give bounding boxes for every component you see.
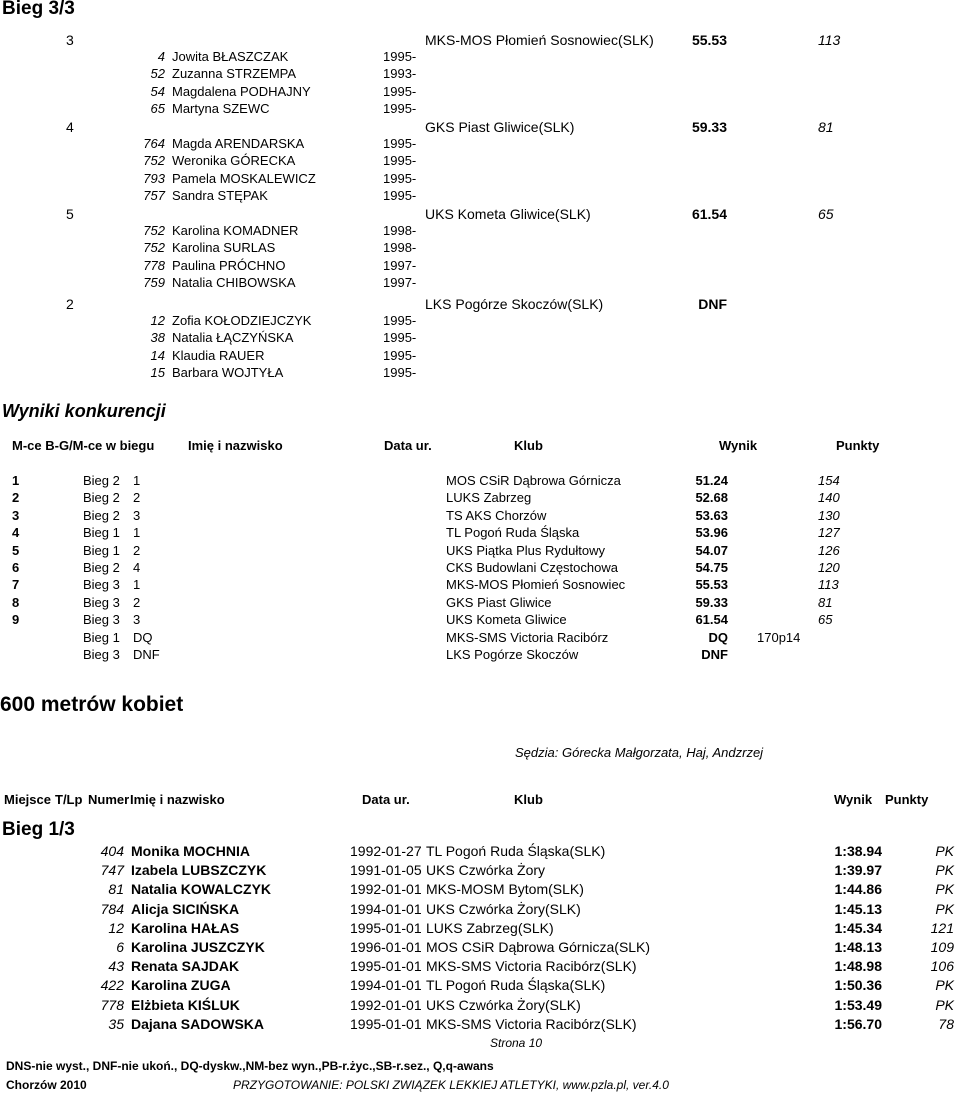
member-number: 38: [150, 330, 165, 346]
athlete-club: TL Pogoń Ruda Śląska(SLK): [426, 843, 606, 859]
athlete-club: MKS-MOSM Bytom(SLK): [426, 881, 584, 898]
member-number: 759: [143, 275, 165, 291]
athlete-dob: 1994-01-01: [350, 900, 422, 917]
team-row: [0, 118, 960, 136]
athlete-club: MKS-SMS Victoria Racibórz(SLK): [426, 958, 637, 975]
member-row: [0, 48, 960, 66]
member-name: Magdalena PODHAJNY: [172, 83, 311, 99]
athlete-club: LUKS Zabrzeg(SLK): [426, 919, 554, 936]
athlete-number: 784: [100, 900, 124, 917]
member-name: Natalia ŁĄCZYŃSKA: [172, 330, 294, 346]
member-number: 757: [143, 188, 165, 204]
row-heat-position: DQ: [133, 629, 153, 645]
competition-row: [0, 594, 960, 612]
row-club: MKS-MOS Płomień Sosnowiec: [446, 577, 626, 593]
member-number: 15: [150, 365, 165, 381]
row-club: TS AKS Chorzów: [446, 507, 547, 523]
row-club: LKS Pogórze Skoczów: [446, 647, 579, 662]
row-points: 130: [818, 507, 840, 523]
result-row: [0, 842, 960, 860]
result-row: [0, 1015, 960, 1033]
row-heat-position: 2: [133, 542, 141, 558]
member-name: Martyna SZEWC: [172, 101, 270, 117]
athlete-club: MOS CSiR Dąbrowa Górnicza(SLK): [426, 939, 651, 955]
header-dob: Data ur.: [362, 792, 410, 807]
member-row: [0, 187, 960, 205]
row-points: 126: [818, 542, 840, 558]
athlete-number: 404: [100, 843, 124, 859]
competition-row: [0, 559, 960, 577]
member-row: [0, 222, 960, 240]
member-row: [0, 83, 960, 101]
competition-title: Wyniki konkurencji: [2, 401, 166, 421]
member-row: [0, 65, 960, 83]
row-club: LUKS Zabrzeg: [446, 490, 532, 506]
athlete-club: TL Pogoń Ruda Śląska(SLK): [426, 977, 606, 994]
row-points: 65: [818, 612, 833, 628]
member-row: [0, 170, 960, 188]
row-heat: Bieg 2: [83, 560, 120, 575]
athlete-dob: 1992-01-01: [350, 881, 422, 898]
row-heat: Bieg 2: [83, 473, 120, 488]
header-place: Miejsce: [4, 792, 51, 807]
member-year: 1995-: [383, 153, 417, 169]
result-row: [0, 957, 960, 975]
athlete-result: 1:45.34: [834, 919, 882, 936]
member-year: 1997-: [383, 257, 417, 273]
athlete-result: 1:56.70: [834, 1015, 882, 1032]
row-heat: Bieg 3: [83, 594, 120, 610]
row-place: 9: [12, 612, 20, 628]
member-year: 1995-: [383, 188, 417, 204]
athlete-name: Elżbieta KIŚLUK: [131, 996, 240, 1013]
member-number: 4: [157, 49, 165, 64]
row-points: 113: [818, 577, 839, 593]
athlete-result: 1:45.13: [834, 900, 882, 917]
row-place: 5: [12, 542, 20, 558]
member-year: 1995-: [383, 101, 417, 117]
header-num: Numer: [88, 792, 130, 807]
header-tlp: T/Lp: [55, 792, 83, 807]
athlete-club: UKS Czwórka Żory: [426, 862, 546, 879]
row-club: MKS-SMS Victoria Racibórz: [446, 629, 609, 645]
page-number: Strona 10: [490, 1036, 543, 1050]
row-club: UKS Kometa Gliwice: [446, 612, 567, 628]
athlete-number: 43: [108, 958, 124, 975]
row-heat: Bieg 2: [83, 490, 120, 506]
member-name: Barbara WOJTYŁA: [172, 365, 284, 381]
athlete-points: PK: [935, 881, 954, 898]
row-result: 54.75: [695, 560, 728, 575]
competition-row: [0, 524, 960, 542]
competition-header: [0, 437, 960, 455]
member-number: 752: [143, 240, 165, 256]
header-result: Wynik: [719, 438, 758, 453]
row-heat: Bieg 3: [83, 612, 120, 628]
athlete-dob: 1995-01-01: [350, 1015, 422, 1032]
athlete-dob: 1992-01-01: [350, 996, 422, 1013]
athlete-name: Monika MOCHNIA: [131, 843, 250, 859]
athlete-points: 78: [938, 1015, 954, 1032]
row-heat-position: 1: [133, 525, 141, 541]
team-place: 3: [66, 32, 74, 48]
header-points: Punkty: [836, 438, 880, 453]
team-result: DNF: [698, 296, 727, 312]
competition-row: [0, 611, 960, 629]
team-points: 113: [818, 32, 841, 48]
result-row: [0, 861, 960, 879]
member-year: 1998-: [383, 240, 417, 256]
team-club: GKS Piast Gliwice(SLK): [425, 119, 575, 135]
athlete-club: UKS Czwórka Żory(SLK): [426, 996, 581, 1013]
team-club: UKS Kometa Gliwice(SLK): [425, 206, 591, 222]
member-number: 54: [150, 83, 165, 99]
result-row: [0, 976, 960, 994]
event-header: [0, 791, 960, 809]
athlete-number: 12: [108, 919, 124, 936]
row-points: 140: [818, 490, 840, 506]
row-club: GKS Piast Gliwice: [446, 594, 552, 610]
member-year: 1995-: [383, 83, 417, 99]
athlete-points: 121: [930, 919, 954, 936]
result-row: [0, 900, 960, 918]
header-points: Punkty: [885, 792, 929, 807]
row-points: 120: [818, 560, 840, 575]
member-number: 52: [150, 66, 165, 82]
athlete-name: Karolina HAŁAS: [131, 919, 240, 936]
team-row: [0, 205, 960, 223]
row-result: 61.54: [695, 612, 728, 628]
athlete-name: Karolina JUSZCZYK: [131, 939, 265, 955]
row-result: 53.63: [695, 507, 728, 523]
athlete-result: 1:48.13: [834, 939, 882, 955]
athlete-number: 422: [100, 977, 124, 994]
team-club: LKS Pogórze Skoczów(SLK): [425, 296, 604, 312]
member-year: 1995-: [383, 347, 417, 363]
team-place: 2: [66, 296, 74, 312]
row-place: 2: [12, 490, 20, 506]
judges: Sędzia: Górecka Małgorzata, Haj, Andzrzej: [515, 745, 764, 760]
member-row: [0, 364, 960, 382]
row-points: 154: [818, 473, 840, 488]
row-place: 7: [12, 577, 20, 593]
competition-row: [0, 489, 960, 507]
athlete-number: 747: [100, 862, 124, 879]
row-club: UKS Piątka Plus Rydułtowy: [446, 542, 605, 558]
member-number: 14: [150, 347, 165, 363]
member-name: Pamela MOSKALEWICZ: [172, 170, 316, 186]
athlete-number: 35: [108, 1015, 124, 1032]
row-heat-position: 3: [133, 507, 141, 523]
athlete-points: 109: [930, 939, 954, 955]
footer-legend: DNS-nie wyst., DNF-nie ukoń., DQ-dyskw.,NM-bez wyn.,PB-r.życ.,SB-r.sez., Q,q-awans: [6, 1059, 494, 1073]
row-place: 6: [12, 560, 20, 575]
row-heat-position: 4: [133, 560, 141, 575]
team-points: 81: [818, 119, 834, 135]
row-note: 170p14: [757, 629, 801, 645]
athlete-dob: 1996-01-01: [350, 939, 422, 955]
row-heat: Bieg 3: [83, 647, 120, 662]
team-points: 65: [818, 206, 834, 222]
athlete-name: Renata SAJDAK: [131, 958, 240, 975]
team-row: [0, 295, 960, 313]
row-points: 127: [818, 525, 840, 541]
row-result: DNF: [701, 647, 728, 662]
team-result: 55.53: [691, 32, 727, 48]
competition-row: [0, 629, 960, 647]
header-name: Imię i nazwisko: [188, 438, 283, 453]
team-result: 59.33: [691, 119, 727, 135]
athlete-result: 1:39.97: [834, 862, 882, 879]
member-row: [0, 329, 960, 347]
team-place: 4: [66, 119, 74, 135]
member-number: 778: [143, 257, 165, 273]
athlete-number: 81: [108, 881, 124, 898]
row-result: 54.07: [695, 542, 728, 558]
member-number: 752: [143, 223, 165, 238]
member-name: Karolina KOMADNER: [172, 223, 299, 238]
member-name: Zofia KOŁODZIEJCZYK: [172, 313, 312, 328]
team-place: 5: [66, 206, 74, 222]
member-year: 1995-: [383, 313, 417, 328]
row-club: TL Pogoń Ruda Śląska: [446, 525, 580, 541]
member-year: 1993-: [383, 66, 417, 82]
athlete-club: UKS Czwórka Żory(SLK): [426, 900, 581, 917]
athlete-dob: 1995-01-01: [350, 919, 422, 936]
athlete-club: MKS-SMS Victoria Racibórz(SLK): [426, 1015, 637, 1032]
team-result: 61.54: [691, 206, 727, 222]
member-row: [0, 152, 960, 170]
row-place: 3: [12, 507, 20, 523]
member-row: [0, 274, 960, 292]
member-name: Natalia CHIBOWSKA: [172, 275, 296, 291]
row-heat-position: DNF: [133, 647, 160, 662]
athlete-dob: 1991-01-05: [350, 862, 422, 879]
competition-row: [0, 472, 960, 490]
event-heat-title: Bieg 1/3: [2, 819, 75, 840]
row-place: 8: [12, 594, 20, 610]
row-result: 53.96: [695, 525, 728, 541]
result-row: [0, 880, 960, 898]
athlete-name: Natalia KOWALCZYK: [131, 881, 272, 898]
row-result: DQ: [708, 629, 728, 645]
athlete-points: PK: [935, 862, 954, 879]
row-heat-position: 1: [133, 473, 141, 488]
row-result: 55.53: [695, 577, 728, 593]
athlete-result: 1:48.98: [834, 958, 882, 975]
row-result: 52.68: [695, 490, 728, 506]
competition-row: [0, 646, 960, 664]
athlete-name: Dajana SADOWSKA: [131, 1015, 265, 1032]
competition-row: [0, 507, 960, 525]
member-number: 764: [143, 136, 165, 151]
row-heat-position: 2: [133, 594, 141, 610]
member-year: 1995-: [383, 170, 417, 186]
athlete-name: Alicja SICIŃSKA: [131, 900, 240, 917]
member-name: Zuzanna STRZEMPA: [172, 66, 297, 82]
member-number: 12: [150, 313, 165, 328]
row-place: 4: [12, 525, 20, 541]
member-year: 1995-: [383, 136, 417, 151]
row-club: MOS CSiR Dąbrowa Górnicza: [446, 473, 621, 488]
competition-row: [0, 576, 960, 594]
header-club: Klub: [514, 438, 543, 453]
member-name: Jowita BŁASZCZAK: [172, 49, 289, 64]
row-place: 1: [12, 473, 20, 488]
member-year: 1995-: [383, 365, 417, 381]
row-heat: Bieg 1: [83, 542, 120, 558]
row-heat: Bieg 1: [83, 629, 120, 645]
result-row: [0, 938, 960, 956]
result-row: [0, 996, 960, 1014]
row-heat: Bieg 2: [83, 507, 120, 523]
row-result: 51.24: [695, 473, 728, 488]
team-club: MKS-MOS Płomień Sosnowiec(SLK): [425, 32, 654, 48]
athlete-dob: 1994-01-01: [350, 977, 422, 994]
row-points: 81: [818, 594, 833, 610]
member-number: 793: [143, 170, 165, 186]
member-year: 1995-: [383, 49, 417, 64]
team-row: [0, 31, 960, 49]
relay-heat-title: Bieg 3/3: [2, 0, 75, 19]
member-name: Karolina SURLAS: [172, 240, 276, 256]
row-heat: Bieg 3: [83, 577, 120, 593]
athlete-name: Izabela LUBSZCZYK: [131, 862, 267, 879]
header-dob: Data ur.: [384, 438, 432, 453]
row-heat-position: 3: [133, 612, 141, 628]
member-name: Klaudia RAUER: [172, 347, 265, 363]
member-name: Paulina PRÓCHNO: [172, 257, 286, 273]
member-number: 65: [150, 101, 165, 117]
athlete-points: PK: [935, 843, 954, 859]
event-title: 600 metrów kobiet: [0, 693, 184, 716]
member-row: [0, 257, 960, 275]
athlete-name: Karolina ZUGA: [131, 977, 231, 994]
result-row: [0, 919, 960, 937]
member-row: [0, 347, 960, 365]
member-name: Sandra STĘPAK: [172, 188, 268, 204]
header-club: Klub: [514, 792, 543, 807]
member-name: Magda ARENDARSKA: [172, 136, 305, 151]
competition-row: [0, 542, 960, 560]
row-result: 59.33: [695, 594, 728, 610]
member-year: 1997-: [383, 275, 417, 291]
athlete-result: 1:38.94: [834, 843, 882, 859]
header-name: Imię i nazwisko: [130, 792, 225, 807]
athlete-points: PK: [935, 900, 954, 917]
footer-prepared: PRZYGOTOWANIE: POLSKI ZWIĄZEK LEKKIEJ ATLETYKI, www.pzla.pl, ver.4.0: [233, 1078, 669, 1092]
header-place: M-ce B-G/M-ce w biegu: [12, 438, 155, 453]
member-row: [0, 312, 960, 330]
athlete-dob: 1992-01-27: [350, 843, 422, 859]
athlete-points: PK: [935, 977, 954, 994]
member-year: 1998-: [383, 223, 417, 238]
member-row: [0, 135, 960, 153]
athlete-result: 1:53.49: [834, 996, 882, 1013]
member-name: Weronika GÓRECKA: [172, 153, 296, 169]
athlete-number: 6: [116, 939, 124, 955]
member-row: [0, 100, 960, 118]
athlete-points: 106: [930, 958, 954, 975]
member-row: [0, 239, 960, 257]
row-club: CKS Budowlani Częstochowa: [446, 560, 618, 575]
athlete-result: 1:44.86: [834, 881, 882, 898]
athlete-number: 778: [100, 996, 124, 1013]
header-result: Wynik: [834, 792, 873, 807]
member-number: 752: [143, 153, 165, 169]
row-heat-position: 1: [133, 577, 141, 593]
athlete-result: 1:50.36: [834, 977, 882, 994]
athlete-points: PK: [935, 996, 954, 1013]
row-heat-position: 2: [133, 490, 141, 506]
member-year: 1995-: [383, 330, 417, 346]
footer-place: Chorzów 2010: [6, 1078, 87, 1092]
athlete-dob: 1995-01-01: [350, 958, 422, 975]
row-heat: Bieg 1: [83, 525, 120, 541]
